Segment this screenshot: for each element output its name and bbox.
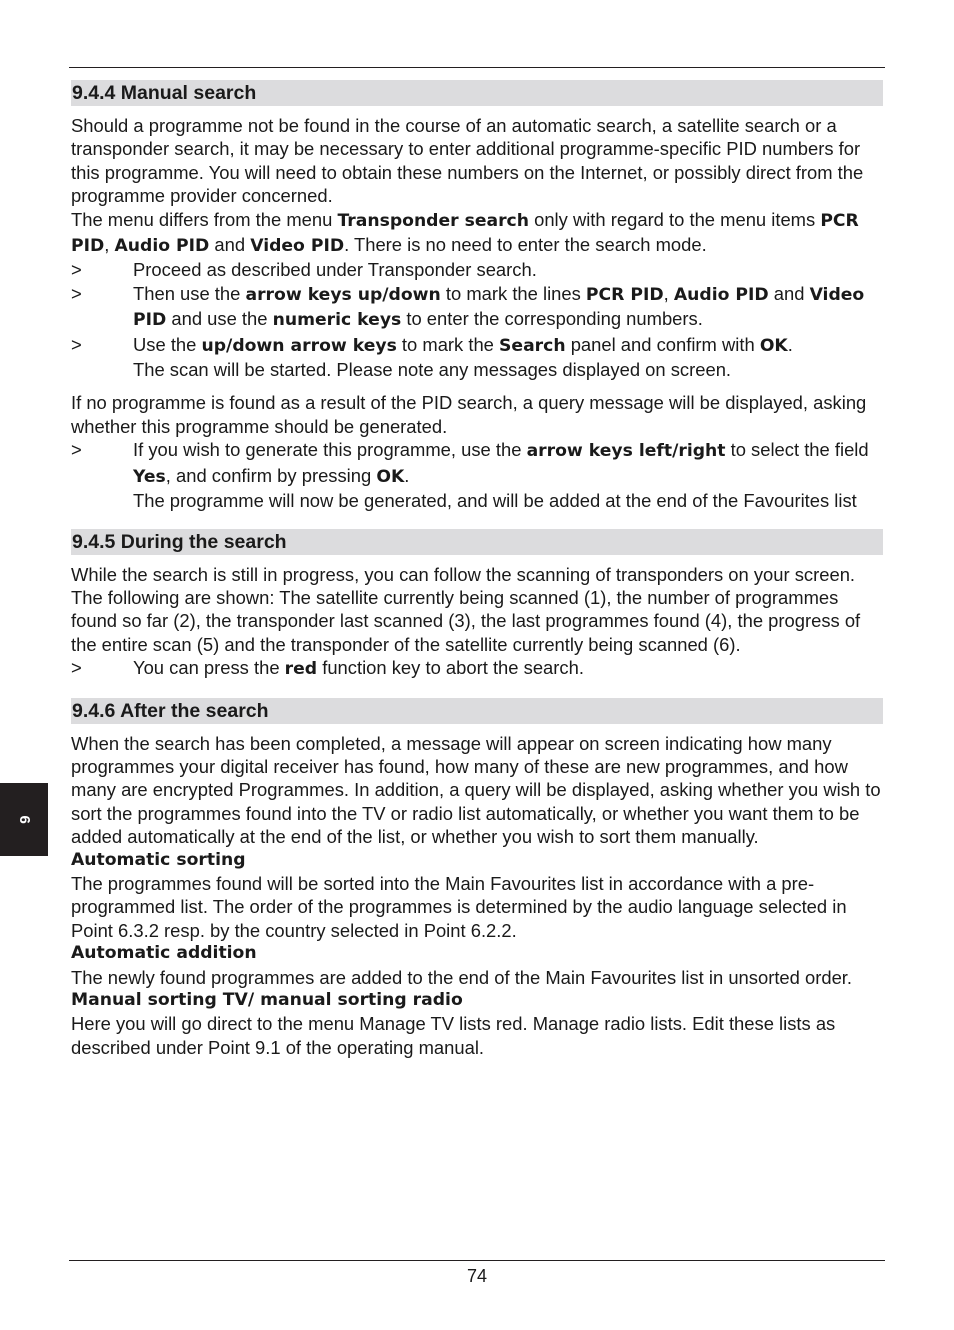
paragraph: The following are shown: The satellite currently being scanned (1), the number of programmes found so far (2), the transponder last scanned (3), the last programmes found (4), the progress of the entire scan (5) and the transponder of the satellite currently being scanned (6). [71,586,861,655]
paragraph: Should a programme not be found in the course of an automatic search, a satellite search or a transponder search, it may be necessary to enter additional programme-specific PID numbers for this programme. You will need to obtain these numbers on the Internet, or possibly direct from the programme provider concerned. [71,115,864,207]
list-item: > If you wish to generate this programme, use the arrow keys left/right to select the field Yes, and confirm by pressing OK. The programme will now be generated, and will be added at the end of the Favourites list [71,439,869,512]
chapter-tab [0,783,48,856]
section-heading-during-search: 9.4.5 During the search [71,529,883,555]
list-item: > Proceed as described under Transponder search. [71,259,537,281]
bullet-marker: > [71,282,82,304]
subheading-automatic-sorting: Automatic sorting [71,849,246,870]
paragraph: If no programme is found as a result of the PID search, a query message will be displayed, asking whether this programme should be generated. [71,392,867,437]
paragraph: The programmes found will be sorted into the Main Favourites list in accordance with a pre-programmed list. The order of the programmes is determined by the audio language selected in Point 6.3.2 resp. by the country selected in Point 6.2.2. [71,872,847,941]
bullet-marker: > [71,439,82,461]
paragraph: The newly found programmes are added to the end of the Main Favourites list in unsorted order. [71,966,853,988]
paragraph: When the search has been completed, a message will appear on screen indicating how many programmes your digital receiver has found, how many of these are new programmes, and how many are encrypted Programmes. In addition, a query will be displayed, asking whether you wish to sort the programmes found into the TV or radio list automatically, or whether you want them to be added automatically at the end of the list, or whether you wish to sort them manually. [71,732,881,848]
paragraph: The menu differs from the menu Transponder search only with regard to the menu items PCR PID, Audio PID and Video PID. There is no need to enter the search mode. [71,208,859,257]
top-rule [69,67,885,68]
chapter-tab-label: 6 [15,815,33,824]
page-content [71,80,883,1059]
list-item: > Use the up/down arrow keys to mark the Search panel and confirm with OK. The scan will be started. Please note any messages displayed on screen. [71,333,793,381]
bullet-marker: > [71,259,82,281]
section-heading-manual-search: 9.4.4 Manual search [71,80,883,106]
section-heading-after-search: 9.4.6 After the search [71,698,883,724]
list-item: > Then use the arrow keys up/down to mark the lines PCR PID, Audio PID and Video PID and use the numeric keys to enter the corresponding numbers. [71,282,883,333]
list-item: > You can press the red function key to abort the search. [71,656,883,681]
bullet-marker: > [71,657,82,679]
subheading-manual-sorting: Manual sorting TV/ manual sorting radio [71,990,463,1010]
bullet-marker: > [71,333,82,355]
subheading-automatic-addition: Automatic addition [71,943,257,964]
paragraph: Here you will go direct to the menu Manage TV lists red. Manage radio lists. Edit these lists as described under Point 9.1 of the operating manual. [71,1013,836,1058]
paragraph: While the search is still in progress, you can follow the scanning of transponders on your screen. [71,563,856,585]
bottom-rule [69,1260,885,1261]
page-number: 74 [466,1266,488,1286]
